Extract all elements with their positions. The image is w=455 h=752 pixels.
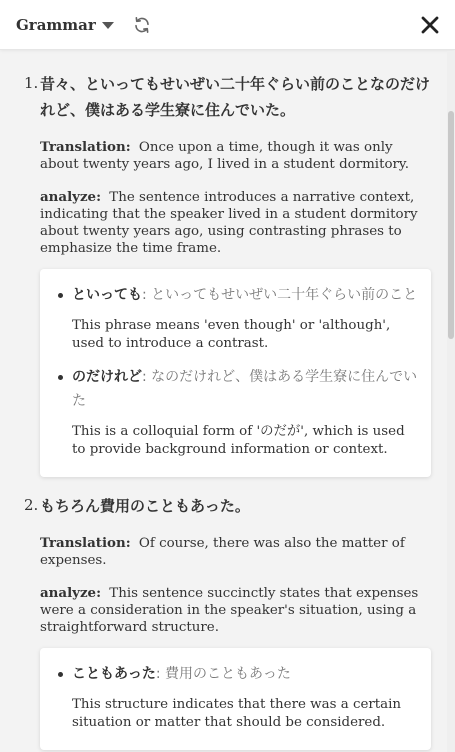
bullet-icon [58,375,63,380]
translation-text: Once upon a time, though it was only about twenty years ago, I lived in a student dormitory. [40,140,409,172]
grammar-point-sep: : [142,369,152,385]
grammar-content[interactable] [0,51,447,752]
translation-text: Of course, there was also the matter of expenses. [40,536,405,568]
grammar-point-sep: : [142,287,152,303]
bullet-icon [58,672,63,677]
grammar-phrase [72,365,421,413]
translation-label: Translation: [40,535,131,551]
grammar-point-example: といってもせいぜい二十年ぐらい前のこと [151,287,418,303]
translation [40,139,431,173]
analyze-text: The sentence introduces a narrative context, indicating that the speaker lived in a student dormitory about twenty years ago, using contrasting phrases to emphasize the time frame. [40,190,418,256]
grammar-point [56,365,421,459]
japanese-sentence: 昔々、といってもせいぜい二十年ぐらい前のことなのだけれど、僕はある学生寮に住んでいた。 [40,75,431,119]
translation-label: Translation: [40,139,131,155]
bullet-icon [58,293,63,298]
grammar-point-description: This phrase means 'even though' or 'although', used to introduce a contrast. [72,318,391,351]
analysis [40,585,431,636]
close-icon [421,16,439,34]
item-number: 1. [24,74,39,92]
refresh-icon [133,16,151,34]
analyze-label: analyze: [40,585,102,601]
grammar-point-description: This structure indicates that there was a certain situation or matter that should be considered. [72,697,402,730]
panel-title: Grammar [16,15,96,34]
grammar-point-head: といっても [72,287,142,303]
sentence-item [24,71,431,477]
scrollbar[interactable] [447,51,455,752]
grammar-point-head: こともあった [72,666,156,682]
grammar-point-sep: : [155,666,166,682]
analyze-text: This sentence succinctly states that expenses were a consideration in the speaker's situation, using a straightforward structure. [40,586,419,635]
translation [40,535,431,569]
refresh-button[interactable] [132,15,152,35]
grammar-point [56,662,421,732]
close-button[interactable] [419,14,441,36]
analysis [40,189,431,257]
scrollbar-thumb[interactable] [448,111,454,339]
grammar-dropdown[interactable] [16,16,114,34]
japanese-sentence: もちろん費用のこともあった。 [40,497,250,515]
grammar-points-card [40,269,431,477]
grammar-point-example: 費用のこともあった [165,666,291,682]
grammar-phrase [72,662,421,686]
analyze-label: analyze: [40,189,102,205]
grammar-point-example: なのだけれど、僕はある学生寮に住んでいた [72,369,418,409]
item-number: 2. [24,496,39,514]
grammar-phrase [72,283,421,307]
grammar-points-card [40,648,431,750]
sentence-item [24,493,431,750]
grammar-point-description: This is a colloquial form of 'のだが', which is used to provide background information or context. [72,424,405,457]
panel-header [0,0,455,50]
grammar-point [56,283,421,353]
caret-down-icon [102,22,114,29]
grammar-point-head: のだけれど [72,369,142,385]
